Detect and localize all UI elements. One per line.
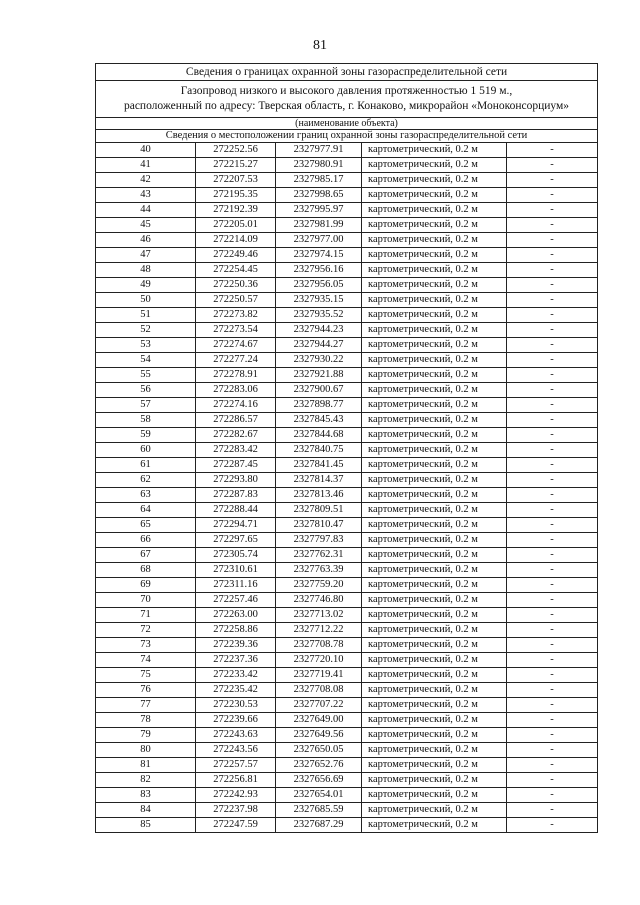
note-cell: - xyxy=(507,548,598,563)
coord-x-cell: 272273.82 xyxy=(196,308,276,323)
note-cell: - xyxy=(507,158,598,173)
point-number-cell: 45 xyxy=(96,218,196,233)
method-cell: картометрический, 0.2 м xyxy=(362,248,507,263)
coord-y-cell: 2327898.77 xyxy=(276,398,362,413)
point-number-cell: 80 xyxy=(96,743,196,758)
table-row xyxy=(96,758,598,773)
note-cell: - xyxy=(507,713,598,728)
note-cell: - xyxy=(507,278,598,293)
point-number-cell: 63 xyxy=(96,488,196,503)
point-number-cell: 56 xyxy=(96,383,196,398)
method-cell: картометрический, 0.2 м xyxy=(362,428,507,443)
note-cell: - xyxy=(507,143,598,158)
boundary-table xyxy=(95,63,598,833)
note-cell: - xyxy=(507,533,598,548)
coord-y-cell: 2327998.65 xyxy=(276,188,362,203)
method-cell: картометрический, 0.2 м xyxy=(362,218,507,233)
point-number-cell: 78 xyxy=(96,713,196,728)
method-cell: картометрический, 0.2 м xyxy=(362,533,507,548)
coord-x-cell: 272274.67 xyxy=(196,338,276,353)
coord-x-cell: 272297.65 xyxy=(196,533,276,548)
coord-x-cell: 272192.39 xyxy=(196,203,276,218)
table-row xyxy=(96,218,598,233)
point-number-cell: 67 xyxy=(96,548,196,563)
coord-x-cell: 272250.57 xyxy=(196,293,276,308)
method-cell: картометрический, 0.2 м xyxy=(362,338,507,353)
coord-x-cell: 272256.81 xyxy=(196,773,276,788)
point-number-cell: 68 xyxy=(96,563,196,578)
coord-x-cell: 272286.57 xyxy=(196,413,276,428)
method-cell: картометрический, 0.2 м xyxy=(362,263,507,278)
point-number-cell: 43 xyxy=(96,188,196,203)
coord-x-cell: 272257.57 xyxy=(196,758,276,773)
coord-y-cell: 2327814.37 xyxy=(276,473,362,488)
coord-x-cell: 272305.74 xyxy=(196,548,276,563)
note-cell: - xyxy=(507,398,598,413)
method-cell: картометрический, 0.2 м xyxy=(362,713,507,728)
note-cell: - xyxy=(507,653,598,668)
coord-y-cell: 2327712.22 xyxy=(276,623,362,638)
note-cell: - xyxy=(507,203,598,218)
method-cell: картометрический, 0.2 м xyxy=(362,818,507,833)
note-cell: - xyxy=(507,743,598,758)
coord-y-cell: 2327985.17 xyxy=(276,173,362,188)
coord-y-cell: 2327977.00 xyxy=(276,233,362,248)
point-number-cell: 85 xyxy=(96,818,196,833)
note-cell: - xyxy=(507,698,598,713)
coord-x-cell: 272273.54 xyxy=(196,323,276,338)
table-row xyxy=(96,308,598,323)
method-cell: картометрический, 0.2 м xyxy=(362,368,507,383)
note-cell: - xyxy=(507,518,598,533)
note-cell: - xyxy=(507,578,598,593)
coord-x-cell: 272283.42 xyxy=(196,443,276,458)
note-cell: - xyxy=(507,623,598,638)
note-cell: - xyxy=(507,263,598,278)
coord-y-cell: 2327720.10 xyxy=(276,653,362,668)
note-cell: - xyxy=(507,563,598,578)
method-cell: картометрический, 0.2 м xyxy=(362,143,507,158)
table-row xyxy=(96,158,598,173)
object-line-1: Газопровод низкого и высокого давления протяженностью 1 519 м., xyxy=(180,85,513,97)
coord-x-cell: 272282.67 xyxy=(196,428,276,443)
coord-x-cell: 272215.27 xyxy=(196,158,276,173)
note-cell: - xyxy=(507,293,598,308)
coord-y-cell: 2327656.69 xyxy=(276,773,362,788)
coord-y-cell: 2327650.05 xyxy=(276,743,362,758)
method-cell: картометрический, 0.2 м xyxy=(362,698,507,713)
note-cell: - xyxy=(507,818,598,833)
coord-x-cell: 272287.45 xyxy=(196,458,276,473)
table-row xyxy=(96,173,598,188)
table-row xyxy=(96,668,598,683)
point-number-cell: 82 xyxy=(96,773,196,788)
coord-x-cell: 272258.86 xyxy=(196,623,276,638)
method-cell: картометрический, 0.2 м xyxy=(362,458,507,473)
point-number-cell: 76 xyxy=(96,683,196,698)
note-cell: - xyxy=(507,383,598,398)
method-cell: картометрический, 0.2 м xyxy=(362,668,507,683)
note-cell: - xyxy=(507,488,598,503)
coord-x-cell: 272287.83 xyxy=(196,488,276,503)
note-cell: - xyxy=(507,428,598,443)
method-cell: картометрический, 0.2 м xyxy=(362,563,507,578)
method-cell: картометрический, 0.2 м xyxy=(362,518,507,533)
point-number-cell: 59 xyxy=(96,428,196,443)
point-number-cell: 50 xyxy=(96,293,196,308)
method-cell: картометрический, 0.2 м xyxy=(362,383,507,398)
note-cell: - xyxy=(507,503,598,518)
note-cell: - xyxy=(507,803,598,818)
coord-y-cell: 2327844.68 xyxy=(276,428,362,443)
note-cell: - xyxy=(507,638,598,653)
coord-y-cell: 2327921.88 xyxy=(276,368,362,383)
table-row xyxy=(96,773,598,788)
method-cell: картометрический, 0.2 м xyxy=(362,743,507,758)
table-row xyxy=(96,383,598,398)
note-cell: - xyxy=(507,728,598,743)
coord-x-cell: 272237.36 xyxy=(196,653,276,668)
note-cell: - xyxy=(507,593,598,608)
method-cell: картометрический, 0.2 м xyxy=(362,803,507,818)
method-cell: картометрический, 0.2 м xyxy=(362,293,507,308)
point-number-cell: 81 xyxy=(96,758,196,773)
coord-y-cell: 2327930.22 xyxy=(276,353,362,368)
method-cell: картометрический, 0.2 м xyxy=(362,653,507,668)
table-row xyxy=(96,548,598,563)
point-number-cell: 40 xyxy=(96,143,196,158)
note-cell: - xyxy=(507,353,598,368)
table-row xyxy=(96,398,598,413)
coord-x-cell: 272239.66 xyxy=(196,713,276,728)
coord-x-cell: 272214.09 xyxy=(196,233,276,248)
table-row xyxy=(96,653,598,668)
coord-x-cell: 272283.06 xyxy=(196,383,276,398)
method-cell: картометрический, 0.2 м xyxy=(362,473,507,488)
table-row xyxy=(96,518,598,533)
point-number-cell: 74 xyxy=(96,653,196,668)
point-number-cell: 55 xyxy=(96,368,196,383)
coord-y-cell: 2327810.47 xyxy=(276,518,362,533)
method-cell: картометрический, 0.2 м xyxy=(362,323,507,338)
coord-y-cell: 2327974.15 xyxy=(276,248,362,263)
coord-x-cell: 272230.53 xyxy=(196,698,276,713)
note-cell: - xyxy=(507,683,598,698)
point-number-cell: 62 xyxy=(96,473,196,488)
coord-x-cell: 272310.61 xyxy=(196,563,276,578)
coord-x-cell: 272293.80 xyxy=(196,473,276,488)
method-cell: картометрический, 0.2 м xyxy=(362,593,507,608)
page-number: 81 xyxy=(313,38,327,53)
coord-y-cell: 2327935.52 xyxy=(276,308,362,323)
table-row xyxy=(96,728,598,743)
coord-y-cell: 2327797.83 xyxy=(276,533,362,548)
coord-y-cell: 2327900.67 xyxy=(276,383,362,398)
note-cell: - xyxy=(507,173,598,188)
table-row xyxy=(96,638,598,653)
coord-x-cell: 272257.46 xyxy=(196,593,276,608)
table-row xyxy=(96,788,598,803)
point-number-cell: 49 xyxy=(96,278,196,293)
table-row xyxy=(96,743,598,758)
table-row xyxy=(96,803,598,818)
point-number-cell: 65 xyxy=(96,518,196,533)
coord-x-cell: 272233.42 xyxy=(196,668,276,683)
coord-y-cell: 2327649.56 xyxy=(276,728,362,743)
point-number-cell: 47 xyxy=(96,248,196,263)
note-cell: - xyxy=(507,218,598,233)
table-row xyxy=(96,578,598,593)
coord-y-cell: 2327841.45 xyxy=(276,458,362,473)
object-line-2: расположенный по адресу: Тверская область, г. Конаково, микрорайон «Моноконсорциум» xyxy=(123,100,570,112)
note-cell: - xyxy=(507,608,598,623)
table-row xyxy=(96,143,598,158)
point-number-cell: 70 xyxy=(96,593,196,608)
coord-x-cell: 272237.98 xyxy=(196,803,276,818)
table-row xyxy=(96,278,598,293)
coord-y-cell: 2327977.91 xyxy=(276,143,362,158)
coord-y-cell: 2327687.29 xyxy=(276,818,362,833)
table-row xyxy=(96,713,598,728)
point-number-cell: 57 xyxy=(96,398,196,413)
table-row xyxy=(96,473,598,488)
table-row xyxy=(96,608,598,623)
point-number-cell: 61 xyxy=(96,458,196,473)
point-number-cell: 53 xyxy=(96,338,196,353)
coord-x-cell: 272254.45 xyxy=(196,263,276,278)
method-cell: картометрический, 0.2 м xyxy=(362,398,507,413)
coord-y-cell: 2327981.99 xyxy=(276,218,362,233)
method-cell: картометрический, 0.2 м xyxy=(362,203,507,218)
coord-x-cell: 272243.63 xyxy=(196,728,276,743)
coord-y-cell: 2327746.80 xyxy=(276,593,362,608)
coord-x-cell: 272263.00 xyxy=(196,608,276,623)
table-row xyxy=(96,458,598,473)
table-row xyxy=(96,188,598,203)
coord-y-cell: 2327995.97 xyxy=(276,203,362,218)
coord-y-cell: 2327713.02 xyxy=(276,608,362,623)
note-cell: - xyxy=(507,473,598,488)
note-cell: - xyxy=(507,413,598,428)
coord-y-cell: 2327763.39 xyxy=(276,563,362,578)
coord-x-cell: 272243.56 xyxy=(196,743,276,758)
method-cell: картометрический, 0.2 м xyxy=(362,548,507,563)
method-cell: картометрический, 0.2 м xyxy=(362,233,507,248)
table-row xyxy=(96,323,598,338)
table-row xyxy=(96,203,598,218)
coord-y-cell: 2327649.00 xyxy=(276,713,362,728)
table-row xyxy=(96,338,598,353)
note-cell: - xyxy=(507,323,598,338)
coord-y-cell: 2327708.08 xyxy=(276,683,362,698)
method-cell: картометрический, 0.2 м xyxy=(362,758,507,773)
method-cell: картометрический, 0.2 м xyxy=(362,503,507,518)
method-cell: картометрический, 0.2 м xyxy=(362,443,507,458)
coord-y-cell: 2327719.41 xyxy=(276,668,362,683)
coord-x-cell: 272235.42 xyxy=(196,683,276,698)
note-cell: - xyxy=(507,368,598,383)
point-number-cell: 71 xyxy=(96,608,196,623)
table-row xyxy=(96,293,598,308)
method-cell: картометрический, 0.2 м xyxy=(362,353,507,368)
table-row xyxy=(96,248,598,263)
note-cell: - xyxy=(507,773,598,788)
coord-x-cell: 272205.01 xyxy=(196,218,276,233)
point-number-cell: 79 xyxy=(96,728,196,743)
point-number-cell: 77 xyxy=(96,698,196,713)
method-cell: картометрический, 0.2 м xyxy=(362,683,507,698)
coord-y-cell: 2327944.23 xyxy=(276,323,362,338)
point-number-cell: 69 xyxy=(96,578,196,593)
coord-y-cell: 2327707.22 xyxy=(276,698,362,713)
point-number-cell: 58 xyxy=(96,413,196,428)
note-cell: - xyxy=(507,233,598,248)
note-cell: - xyxy=(507,248,598,263)
coord-y-cell: 2327956.05 xyxy=(276,278,362,293)
coord-x-cell: 272311.16 xyxy=(196,578,276,593)
point-number-cell: 72 xyxy=(96,623,196,638)
coord-y-cell: 2327944.27 xyxy=(276,338,362,353)
method-cell: картометрический, 0.2 м xyxy=(362,278,507,293)
point-number-cell: 42 xyxy=(96,173,196,188)
point-number-cell: 46 xyxy=(96,233,196,248)
coord-x-cell: 272242.93 xyxy=(196,788,276,803)
coord-x-cell: 272274.16 xyxy=(196,398,276,413)
note-cell: - xyxy=(507,443,598,458)
coord-y-cell: 2327980.91 xyxy=(276,158,362,173)
coord-y-cell: 2327652.76 xyxy=(276,758,362,773)
table-row xyxy=(96,563,598,578)
table-row xyxy=(96,233,598,248)
point-number-cell: 51 xyxy=(96,308,196,323)
coord-x-cell: 272288.44 xyxy=(196,503,276,518)
object-caption: (наименование объекта) xyxy=(96,118,598,130)
point-number-cell: 52 xyxy=(96,323,196,338)
table-row xyxy=(96,623,598,638)
coord-y-cell: 2327956.16 xyxy=(276,263,362,278)
method-cell: картометрический, 0.2 м xyxy=(362,638,507,653)
table-row xyxy=(96,428,598,443)
coord-y-cell: 2327840.75 xyxy=(276,443,362,458)
table-row xyxy=(96,593,598,608)
coord-x-cell: 272294.71 xyxy=(196,518,276,533)
method-cell: картометрический, 0.2 м xyxy=(362,623,507,638)
point-number-cell: 83 xyxy=(96,788,196,803)
note-cell: - xyxy=(507,668,598,683)
coord-x-cell: 272207.53 xyxy=(196,173,276,188)
table-row xyxy=(96,353,598,368)
method-cell: картометрический, 0.2 м xyxy=(362,413,507,428)
coord-y-cell: 2327759.20 xyxy=(276,578,362,593)
coord-y-cell: 2327809.51 xyxy=(276,503,362,518)
method-cell: картометрический, 0.2 м xyxy=(362,488,507,503)
note-cell: - xyxy=(507,788,598,803)
method-cell: картометрический, 0.2 м xyxy=(362,158,507,173)
point-number-cell: 41 xyxy=(96,158,196,173)
table-row xyxy=(96,413,598,428)
coord-x-cell: 272247.59 xyxy=(196,818,276,833)
coord-y-cell: 2327845.43 xyxy=(276,413,362,428)
point-number-cell: 75 xyxy=(96,668,196,683)
method-cell: картометрический, 0.2 м xyxy=(362,308,507,323)
coord-y-cell: 2327708.78 xyxy=(276,638,362,653)
point-number-cell: 73 xyxy=(96,638,196,653)
object-description xyxy=(96,81,598,118)
table-row xyxy=(96,698,598,713)
coord-y-cell: 2327813.46 xyxy=(276,488,362,503)
coord-x-cell: 272252.56 xyxy=(196,143,276,158)
point-number-cell: 48 xyxy=(96,263,196,278)
note-cell: - xyxy=(507,308,598,323)
note-cell: - xyxy=(507,338,598,353)
coord-x-cell: 272278.91 xyxy=(196,368,276,383)
note-cell: - xyxy=(507,758,598,773)
coord-x-cell: 272249.46 xyxy=(196,248,276,263)
coord-y-cell: 2327685.59 xyxy=(276,803,362,818)
coord-y-cell: 2327762.31 xyxy=(276,548,362,563)
table-row xyxy=(96,533,598,548)
point-number-cell: 60 xyxy=(96,443,196,458)
table-row xyxy=(96,443,598,458)
coord-y-cell: 2327654.01 xyxy=(276,788,362,803)
point-number-cell: 54 xyxy=(96,353,196,368)
point-number-cell: 66 xyxy=(96,533,196,548)
coord-y-cell: 2327935.15 xyxy=(276,293,362,308)
method-cell: картометрический, 0.2 м xyxy=(362,578,507,593)
table-row xyxy=(96,683,598,698)
coord-x-cell: 272195.35 xyxy=(196,188,276,203)
table-title: Сведения о границах охранной зоны газораспределительной сети xyxy=(96,64,598,81)
coord-x-cell: 272250.36 xyxy=(196,278,276,293)
location-title: Сведения о местоположении границ охранной зоны газораспределительной сети xyxy=(96,130,598,143)
point-number-cell: 84 xyxy=(96,803,196,818)
coord-x-cell: 272277.24 xyxy=(196,353,276,368)
table-row xyxy=(96,488,598,503)
table-row xyxy=(96,263,598,278)
point-number-cell: 64 xyxy=(96,503,196,518)
coord-x-cell: 272239.36 xyxy=(196,638,276,653)
note-cell: - xyxy=(507,188,598,203)
table-row xyxy=(96,503,598,518)
method-cell: картометрический, 0.2 м xyxy=(362,788,507,803)
method-cell: картометрический, 0.2 м xyxy=(362,608,507,623)
table-row xyxy=(96,818,598,833)
table-row xyxy=(96,368,598,383)
method-cell: картометрический, 0.2 м xyxy=(362,728,507,743)
note-cell: - xyxy=(507,458,598,473)
method-cell: картометрический, 0.2 м xyxy=(362,173,507,188)
method-cell: картометрический, 0.2 м xyxy=(362,773,507,788)
point-number-cell: 44 xyxy=(96,203,196,218)
method-cell: картометрический, 0.2 м xyxy=(362,188,507,203)
